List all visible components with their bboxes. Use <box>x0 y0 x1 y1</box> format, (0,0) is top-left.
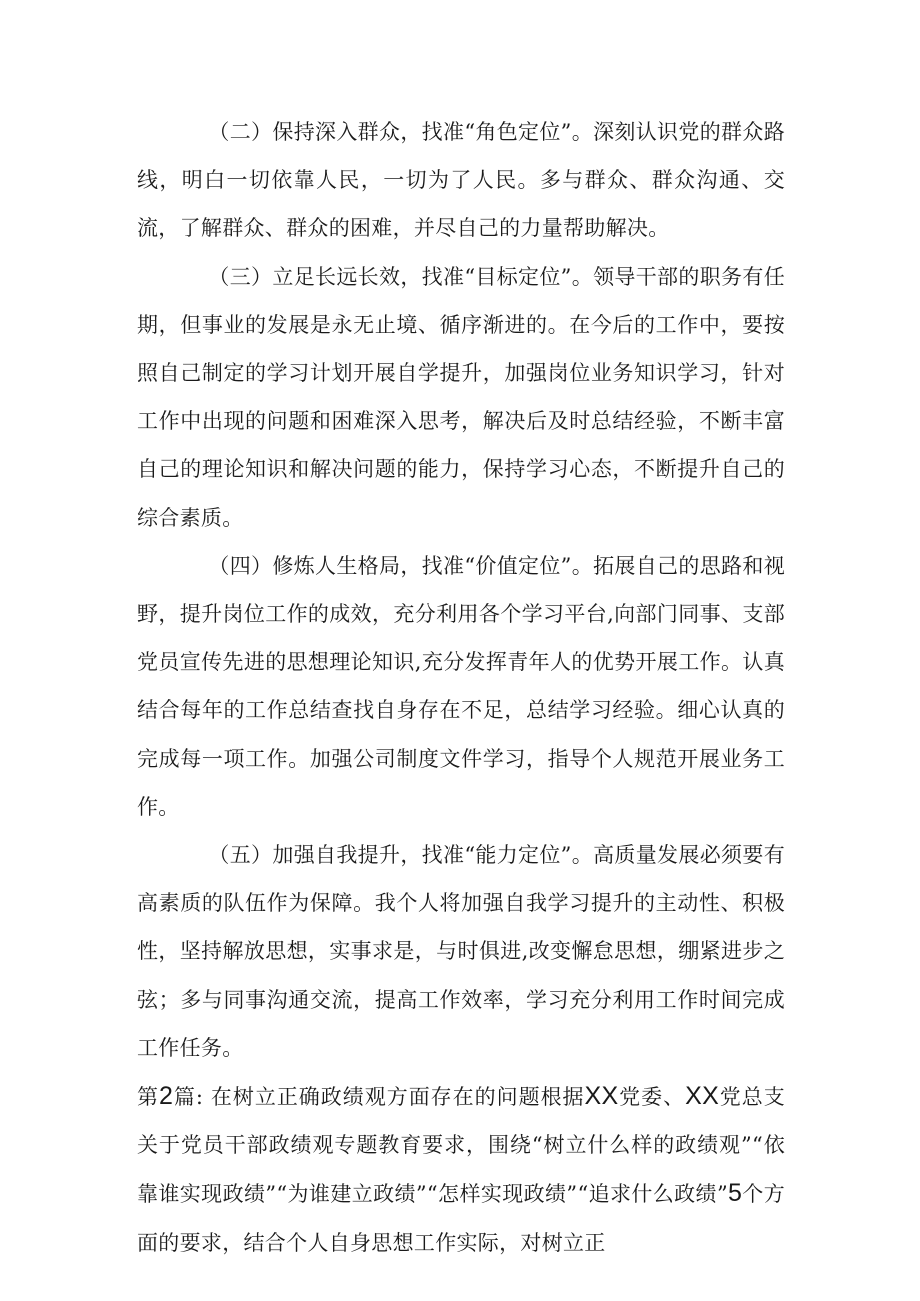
text-segment: 党总支关于党员干部政绩观专题教育要求，围绕“树立什么样的政绩观”“依靠谁实现政绩”“为谁建立政绩”“怎样实现政绩”“追求什么政绩” <box>137 1085 785 1207</box>
text-segment: 篇: 在树立正确政绩观方面存在的问题根据 <box>173 1085 585 1110</box>
article-number: 2 <box>158 1082 174 1111</box>
text-segment: 党委、 <box>618 1085 686 1110</box>
count-number: 5 <box>727 1179 743 1208</box>
paragraph-role-positioning: （二）保持深入群众，找准“角色定位”。深刻认识党的群众路线，明白一切依靠人民，一切为了人民。多与群众、群众沟通、交流，了解群众、群众的困难，并尽自己的力量帮助解决。 <box>137 120 785 241</box>
text-segment: 个方面的要求，结合个人自身思想工作实际，对树立正 <box>137 1182 785 1255</box>
placeholder-xx: XX <box>584 1082 619 1111</box>
paragraph-value-positioning: （四）修炼人生格局，找准“价值定位”。拓展自己的思路和视野，提升岗位工作的成效，充分利用各个学习平台,向部门同事、支部党员宣传先进的思想理论知识,充分发挥青年人的优势开展工作。认真结合每年的工作总结查找自身存在不足，总结学习经验。细心认真的完成每一项工作。加强公司制度文件学习，指导个人规范开展业务工作。 <box>137 553 785 819</box>
placeholder-xx: XX <box>685 1082 720 1111</box>
paragraph-ability-positioning: （五）加强自我提升，找准“能力定位”。高质量发展必须要有高素质的队伍作为保障。我个人将加强自我学习提升的主动性、积极性，坚持解放思想，实事求是，与时俱进,改变懈怠思想，绷紧进步之弦；多与同事沟通交流，提高工作效率，学习充分利用工作时间完成工作任务。 <box>137 843 785 1060</box>
document-page <box>137 108 785 1267</box>
text-segment: 第 <box>137 1085 159 1110</box>
paragraph-article-2-intro <box>137 1072 785 1267</box>
paragraph-goal-positioning: （三）立足长远长效，找准“目标定位”。领导干部的职务有任期，但事业的发展是永无止境、循序渐进的。在今后的工作中，要按照自己制定的学习计划开展自学提升，加强岗位业务知识学习，针对工作中出现的问题和困难深入思考，解决后及时总结经验，不断丰富自己的理论知识和解决问题的能力，保持学习心态，不断提升自己的综合素质。 <box>137 264 785 530</box>
